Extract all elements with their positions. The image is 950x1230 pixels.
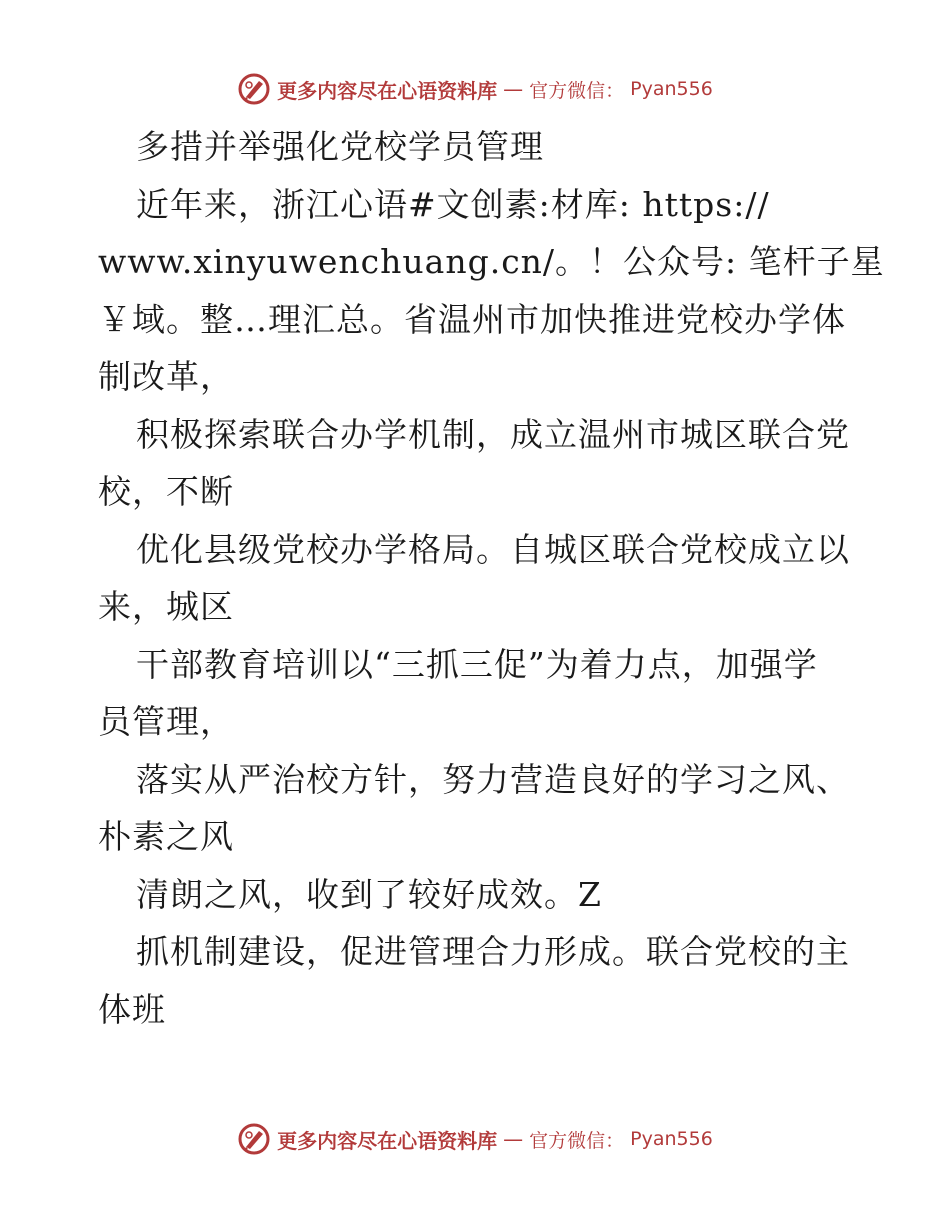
- quill-pen-seal-icon: [237, 1122, 271, 1156]
- footer-banner: [0, 1122, 950, 1156]
- text-line: 干部教育培训以“三抓三促”为着力点，加强学: [136, 644, 818, 684]
- text-line: 优化县级党校办学格局。自城区联合党校成立以: [136, 529, 850, 569]
- text-line: 积极探索联合办学机制，成立温州市城区联合党: [136, 414, 850, 454]
- text-line: 抓机制建设，促进管理合力形成。联合党校的主: [136, 932, 850, 971]
- text-line: www.xinyuwenchuang.cn/。！公众号: 笔杆子星: [98, 242, 885, 281]
- text-line: 制改革，: [98, 357, 234, 396]
- footer-wechat-id: Pyan556: [630, 1128, 713, 1150]
- text-line: 来，城区: [98, 587, 234, 626]
- header-brand: 更多内容尽在心语资料库: [277, 78, 498, 103]
- footer-brand: 更多内容尽在心语资料库: [277, 1128, 498, 1153]
- header-wechat-id: Pyan556: [630, 78, 713, 100]
- text-line: 落实从严治校方针，努力营造良好的学习之风、: [136, 759, 850, 799]
- text-line: 近年来，浙江心语#文创素:材库: https://: [136, 184, 770, 224]
- document-body: [98, 118, 885, 1038]
- text-line: 员管理，: [98, 702, 234, 741]
- header-wechat-label: 官方微信：: [529, 79, 625, 102]
- header-banner: [0, 72, 950, 106]
- footer-separator: —: [503, 1127, 524, 1151]
- text-line: 清朗之风，收到了较好成效。Z: [136, 874, 602, 914]
- footer-wechat-label: 官方微信：: [529, 1129, 625, 1152]
- text-line: 朴素之风: [98, 817, 234, 856]
- text-line: 多措并举强化党校学员管理: [136, 127, 544, 166]
- text-line: 体班: [98, 989, 166, 1029]
- header-separator: —: [503, 77, 524, 101]
- quill-pen-seal-icon: [237, 72, 271, 106]
- text-line: ￥域。整…理汇总。省温州市加快推进党校办学体: [98, 299, 846, 339]
- text-line: 校，不断: [98, 472, 234, 511]
